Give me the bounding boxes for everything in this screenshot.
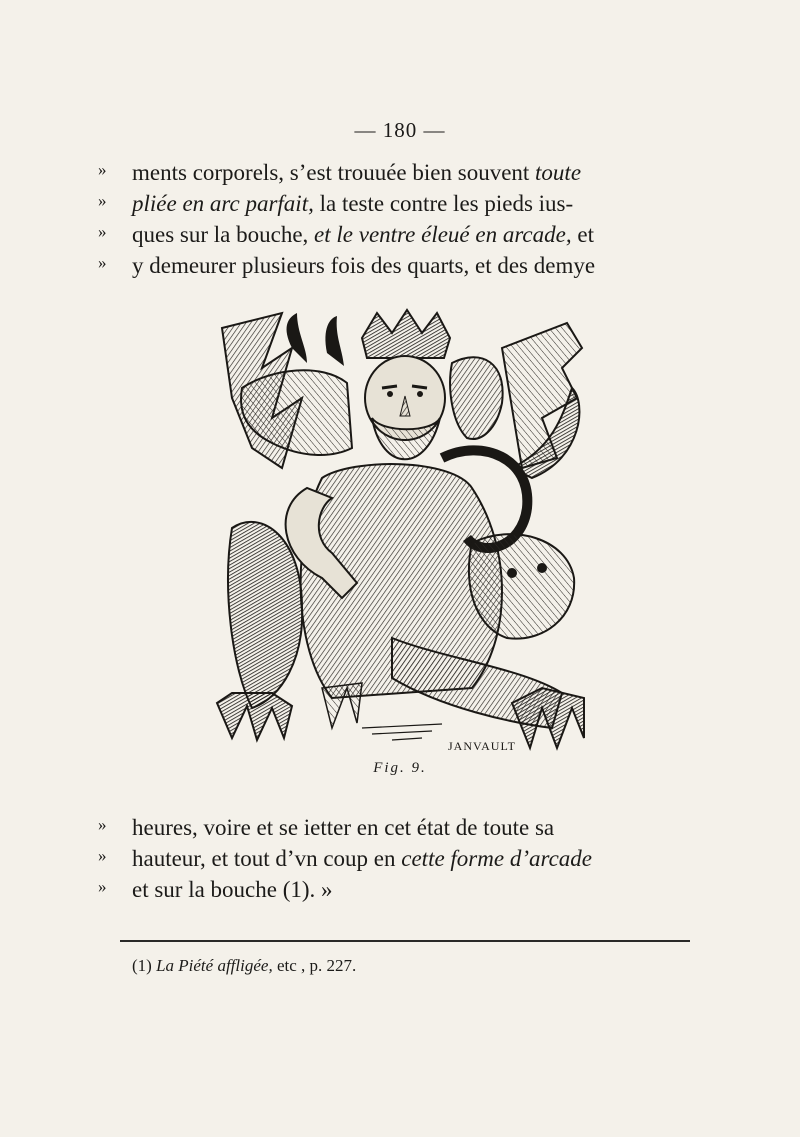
text-line [98,222,728,253]
bird-foot [322,683,362,728]
paragraph-bottom [98,815,728,908]
text-run: ments corporels, s’est trouuée bien souvent [132,160,536,185]
bull-horn-right [325,316,344,366]
italic-run: pliée en arc parfait, [132,191,314,216]
text-run: ques sur la bouche, [132,222,315,247]
quote-mark: » [98,253,107,272]
footnote-marker: (1) [132,956,152,975]
haunch [228,522,302,708]
figure-caption: Fig. 9. [373,760,427,776]
text-run: et sur la bouche (1). » [132,877,333,902]
text-line [98,846,728,877]
footnote [132,956,356,976]
italic-run: cette forme d’arcade [401,846,593,871]
quote-mark: » [98,191,107,210]
claw-left [217,693,292,740]
text-line [98,160,728,191]
lion-head [469,534,574,638]
quote-mark: » [98,160,107,179]
quote-mark: » [98,877,107,896]
text-line [98,877,728,908]
text-line [98,191,728,222]
footnote-rule [120,940,690,942]
italic-run: et le ventre éleué en arcade, [314,222,572,247]
text-run: hauteur, et tout d’vn coup en [132,846,402,871]
footnote-reference: etc , p. 227. [276,956,357,975]
quote-mark: » [98,815,107,834]
crown [362,310,450,358]
italic-run: toute [535,160,582,185]
ram-head [450,357,503,439]
paragraph-top [98,160,728,284]
text-run: la teste contre les pieds ius- [313,191,574,216]
text-run: heures, voire et se ietter en cet état de toute sa [132,815,555,840]
engraving-illustration [212,308,590,756]
text-line [98,815,728,846]
text-run: et [571,222,594,247]
engraver-signature: JANVAULT [448,739,517,753]
text-run: y demeurer plusieurs fois des quarts, et des demye [132,253,596,278]
footnote-title: La Piété affligée, [156,956,273,975]
demon-engraving [212,308,590,756]
text-line [98,253,728,284]
quote-mark: » [98,846,107,865]
quote-mark: » [98,222,107,241]
claw-right [512,688,584,748]
page-number: — 180 — [354,118,446,142]
